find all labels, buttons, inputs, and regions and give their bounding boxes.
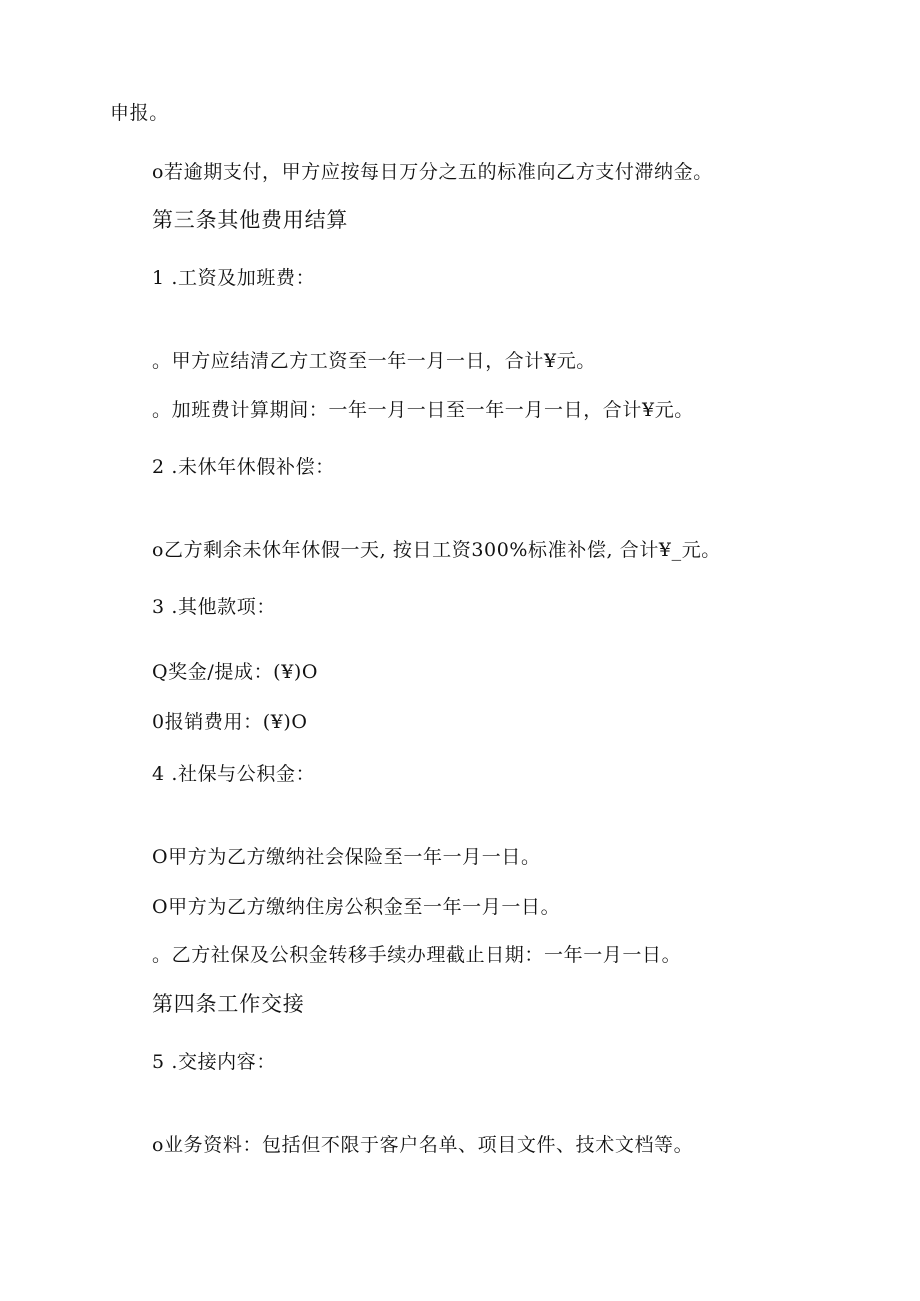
- list-item-2-annual-leave: 2 .未休年休假补偿：: [152, 456, 335, 478]
- list-item-1-wages: 1 .工资及加班费：: [152, 267, 316, 289]
- section-heading-article-3: 第三条其他费用结算: [152, 208, 349, 232]
- text-line-overtime: 。加班费计算期间：一年一月一日至一年一月一日，合计¥元。: [152, 399, 694, 421]
- list-item-5-handover: 5 .交接内容：: [152, 1051, 276, 1073]
- text-line-reimbursement: 0报销费用：(¥)O: [152, 711, 308, 733]
- list-item-3-other-payments: 3 .其他款项：: [152, 596, 276, 618]
- text-line-bonus: Q奖金/提成：(¥)O: [152, 661, 319, 683]
- text-line-social-insurance: O甲方为乙方缴纳社会保险至一年一月一日。: [152, 846, 541, 868]
- text-line-late-fee: o若逾期支付，甲方应按每日万分之五的标准向乙方支付滞纳金。: [152, 161, 713, 183]
- list-item-4-social-insurance: 4 .社保与公积金：: [152, 763, 316, 785]
- text-line-transfer-deadline: 。乙方社保及公积金转移手续办理截止日期：一年一月一日。: [152, 944, 682, 966]
- text-line-housing-fund: O甲方为乙方缴纳住房公积金至一年一月一日。: [152, 896, 561, 918]
- text-line-wages-settle: 。甲方应结清乙方工资至一年一月一日，合计¥元。: [152, 350, 596, 372]
- section-heading-article-4: 第四条工作交接: [152, 992, 305, 1016]
- text-line-business-materials: o业务资料：包括但不限于客户名单、项目文件、技术文档等。: [152, 1134, 694, 1156]
- text-line-leave-compensation: o乙方剩余未休年休假一天, 按日工资300%标准补偿, 合计¥_元。: [152, 539, 721, 561]
- text-line-reporting: 申报。: [110, 102, 169, 124]
